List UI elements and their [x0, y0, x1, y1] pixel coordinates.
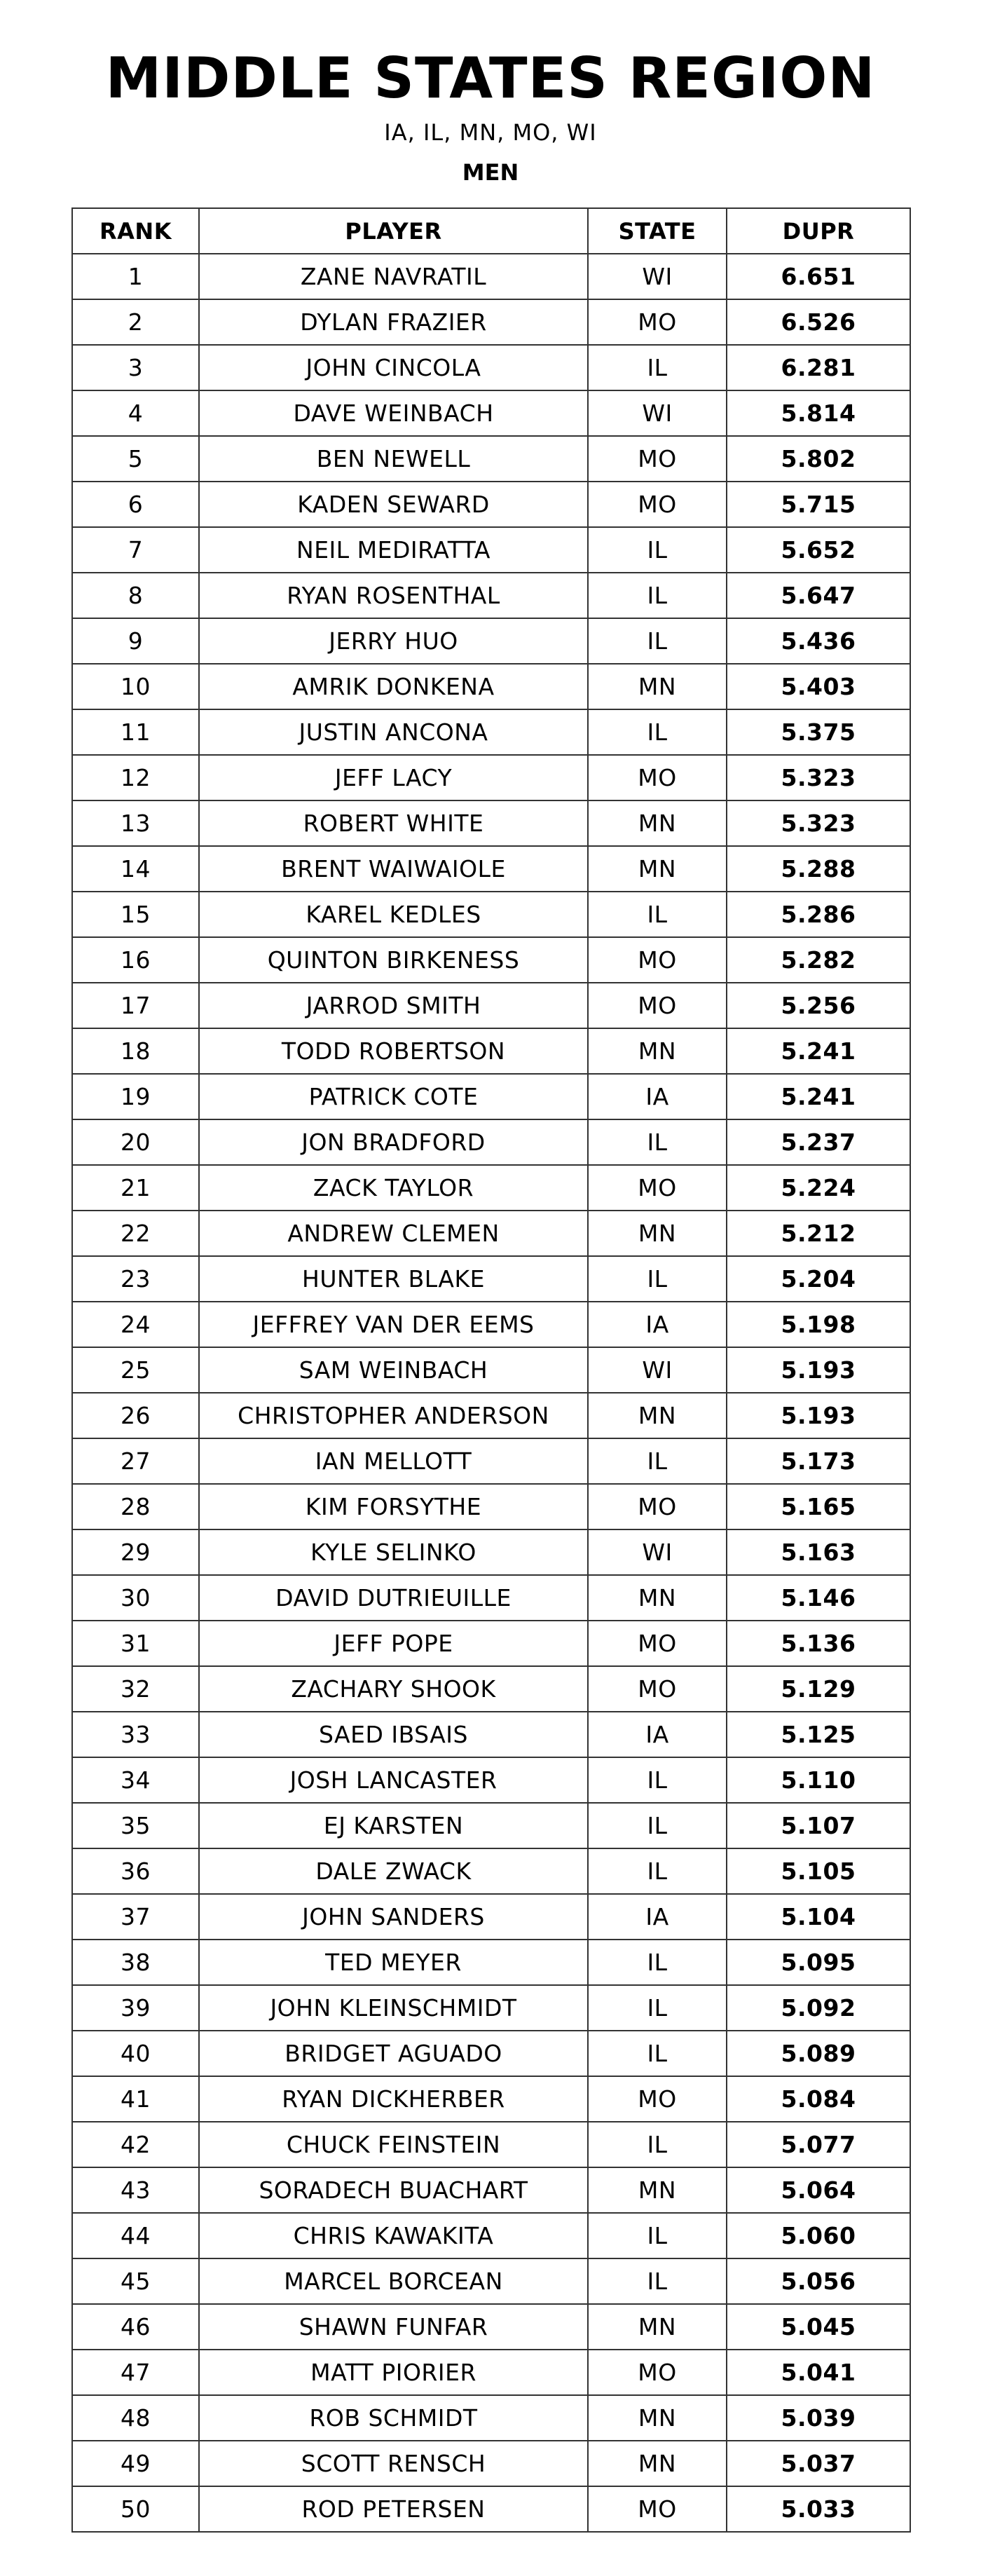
state-cell: IA: [588, 1302, 727, 1347]
dupr-cell: 5.193: [727, 1393, 910, 1438]
state-cell: IL: [588, 2258, 727, 2304]
dupr-cell: 6.651: [727, 254, 910, 299]
state-cell: IL: [588, 2031, 727, 2076]
player-cell: JERRY HUO: [199, 618, 588, 664]
dupr-cell: 5.241: [727, 1074, 910, 1119]
table-row: [72, 755, 910, 800]
player-cell: JEFF POPE: [199, 1621, 588, 1666]
table-row: [72, 618, 910, 664]
rank-cell: 29: [72, 1529, 199, 1575]
state-cell: MN: [588, 1393, 727, 1438]
player-cell: ROBERT WHITE: [199, 800, 588, 846]
column-header-dupr: DUPR: [727, 208, 910, 254]
player-cell: QUINTON BIRKENESS: [199, 937, 588, 983]
dupr-cell: 5.802: [727, 436, 910, 482]
player-cell: CHRIS KAWAKITA: [199, 2213, 588, 2258]
dupr-cell: 5.125: [727, 1712, 910, 1757]
rank-cell: 2: [72, 299, 199, 345]
dupr-cell: 5.403: [727, 664, 910, 709]
rank-cell: 33: [72, 1712, 199, 1757]
player-cell: SCOTT RENSCH: [199, 2441, 588, 2486]
state-cell: IL: [588, 709, 727, 755]
rank-cell: 28: [72, 1484, 199, 1529]
player-cell: DAVE WEINBACH: [199, 390, 588, 436]
state-cell: MO: [588, 755, 727, 800]
rank-cell: 49: [72, 2441, 199, 2486]
player-cell: TODD ROBERTSON: [199, 1028, 588, 1074]
table-row: [72, 2258, 910, 2304]
dupr-cell: 5.077: [727, 2122, 910, 2167]
dupr-cell: 5.092: [727, 1985, 910, 2031]
rank-cell: 48: [72, 2395, 199, 2441]
table-row: [72, 1211, 910, 1256]
rank-cell: 10: [72, 664, 199, 709]
player-cell: NEIL MEDIRATTA: [199, 527, 588, 573]
state-cell: WI: [588, 390, 727, 436]
state-cell: IL: [588, 2213, 727, 2258]
rank-cell: 43: [72, 2167, 199, 2213]
state-cell: IL: [588, 1985, 727, 2031]
state-cell: IL: [588, 1119, 727, 1165]
state-cell: MO: [588, 2350, 727, 2395]
rank-cell: 37: [72, 1894, 199, 1940]
player-cell: ZACK TAYLOR: [199, 1165, 588, 1211]
rank-cell: 6: [72, 482, 199, 527]
rank-cell: 16: [72, 937, 199, 983]
player-cell: JOHN KLEINSCHMIDT: [199, 1985, 588, 2031]
state-cell: IL: [588, 892, 727, 937]
table-row: [72, 2395, 910, 2441]
table-row: [72, 800, 910, 846]
rank-cell: 17: [72, 983, 199, 1028]
dupr-cell: 5.224: [727, 1165, 910, 1211]
dupr-cell: 5.165: [727, 1484, 910, 1529]
table-row: [72, 1347, 910, 1393]
rank-cell: 5: [72, 436, 199, 482]
table-row: [72, 2441, 910, 2486]
rank-cell: 31: [72, 1621, 199, 1666]
rank-cell: 3: [72, 345, 199, 390]
player-cell: DYLAN FRAZIER: [199, 299, 588, 345]
state-cell: MO: [588, 482, 727, 527]
player-cell: SORADECH BUACHART: [199, 2167, 588, 2213]
rank-cell: 25: [72, 1347, 199, 1393]
dupr-cell: 5.198: [727, 1302, 910, 1347]
page-title: MIDDLE STATES REGION: [105, 46, 876, 111]
table-row: [72, 1484, 910, 1529]
player-cell: SAED IBSAIS: [199, 1712, 588, 1757]
player-cell: BRENT WAIWAIOLE: [199, 846, 588, 892]
table-row: [72, 1074, 910, 1119]
state-cell: MO: [588, 2486, 727, 2532]
dupr-cell: 5.064: [727, 2167, 910, 2213]
player-cell: PATRICK COTE: [199, 1074, 588, 1119]
dupr-cell: 5.041: [727, 2350, 910, 2395]
state-cell: MN: [588, 2167, 727, 2213]
dupr-cell: 5.060: [727, 2213, 910, 2258]
table-row: [72, 390, 910, 436]
dupr-cell: 5.436: [727, 618, 910, 664]
rank-cell: 36: [72, 1848, 199, 1894]
state-cell: IL: [588, 1803, 727, 1848]
rank-cell: 44: [72, 2213, 199, 2258]
table-row: [72, 299, 910, 345]
table-row: [72, 2122, 910, 2167]
dupr-cell: 5.237: [727, 1119, 910, 1165]
state-cell: IL: [588, 1757, 727, 1803]
state-cell: IL: [588, 573, 727, 618]
state-cell: IA: [588, 1074, 727, 1119]
dupr-cell: 5.084: [727, 2076, 910, 2122]
table-row: [72, 1302, 910, 1347]
table-row: [72, 527, 910, 573]
state-cell: WI: [588, 1347, 727, 1393]
dupr-cell: 5.323: [727, 800, 910, 846]
rank-cell: 8: [72, 573, 199, 618]
table-row: [72, 2213, 910, 2258]
player-cell: KIM FORSYTHE: [199, 1484, 588, 1529]
state-cell: IL: [588, 618, 727, 664]
table-row: [72, 2486, 910, 2532]
table-row: [72, 2304, 910, 2350]
player-cell: ZACHARY SHOOK: [199, 1666, 588, 1712]
state-cell: IL: [588, 527, 727, 573]
player-cell: RYAN DICKHERBER: [199, 2076, 588, 2122]
rank-cell: 34: [72, 1757, 199, 1803]
player-cell: ANDREW CLEMEN: [199, 1211, 588, 1256]
rank-cell: 30: [72, 1575, 199, 1621]
dupr-cell: 5.163: [727, 1529, 910, 1575]
table-row: [72, 1393, 910, 1438]
dupr-cell: 5.212: [727, 1211, 910, 1256]
dupr-cell: 5.095: [727, 1940, 910, 1985]
table-row: [72, 1028, 910, 1074]
rank-cell: 45: [72, 2258, 199, 2304]
dupr-cell: 5.129: [727, 1666, 910, 1712]
table-row: [72, 1985, 910, 2031]
table-row: [72, 2076, 910, 2122]
dupr-cell: 5.286: [727, 892, 910, 937]
player-cell: DALE ZWACK: [199, 1848, 588, 1894]
rank-cell: 26: [72, 1393, 199, 1438]
dupr-cell: 5.107: [727, 1803, 910, 1848]
rank-cell: 41: [72, 2076, 199, 2122]
rank-cell: 39: [72, 1985, 199, 2031]
table-row: [72, 1803, 910, 1848]
player-cell: IAN MELLOTT: [199, 1438, 588, 1484]
table-row: [72, 937, 910, 983]
player-cell: MATT PIORIER: [199, 2350, 588, 2395]
page-header: [0, 0, 981, 188]
player-cell: BEN NEWELL: [199, 436, 588, 482]
rank-cell: 23: [72, 1256, 199, 1302]
state-cell: MN: [588, 1211, 727, 1256]
player-cell: JEFF LACY: [199, 755, 588, 800]
dupr-cell: 5.039: [727, 2395, 910, 2441]
dupr-cell: 5.104: [727, 1894, 910, 1940]
dupr-cell: 5.288: [727, 846, 910, 892]
rank-cell: 42: [72, 2122, 199, 2167]
rank-cell: 4: [72, 390, 199, 436]
table-body: [72, 254, 910, 2532]
table-row: [72, 482, 910, 527]
player-cell: JOSH LANCASTER: [199, 1757, 588, 1803]
rank-cell: 14: [72, 846, 199, 892]
state-cell: MN: [588, 2395, 727, 2441]
rank-cell: 7: [72, 527, 199, 573]
player-cell: BRIDGET AGUADO: [199, 2031, 588, 2076]
table-row: [72, 2167, 910, 2213]
player-cell: ROB SCHMIDT: [199, 2395, 588, 2441]
state-cell: MO: [588, 299, 727, 345]
table-row: [72, 1894, 910, 1940]
player-cell: JARROD SMITH: [199, 983, 588, 1028]
table-row: [72, 709, 910, 755]
table-row: [72, 1712, 910, 1757]
dupr-cell: 6.526: [727, 299, 910, 345]
table-row: [72, 1940, 910, 1985]
player-cell: KYLE SELINKO: [199, 1529, 588, 1575]
table-row: [72, 1848, 910, 1894]
rank-cell: 24: [72, 1302, 199, 1347]
state-cell: MO: [588, 2076, 727, 2122]
state-cell: IL: [588, 345, 727, 390]
dupr-cell: 5.715: [727, 482, 910, 527]
player-cell: HUNTER BLAKE: [199, 1256, 588, 1302]
player-cell: CHUCK FEINSTEIN: [199, 2122, 588, 2167]
state-cell: MN: [588, 1575, 727, 1621]
dupr-cell: 5.146: [727, 1575, 910, 1621]
state-cell: MO: [588, 1484, 727, 1529]
dupr-cell: 5.256: [727, 983, 910, 1028]
rank-cell: 19: [72, 1074, 199, 1119]
dupr-cell: 5.105: [727, 1848, 910, 1894]
state-cell: MN: [588, 800, 727, 846]
table-row: [72, 1575, 910, 1621]
player-cell: KAREL KEDLES: [199, 892, 588, 937]
state-cell: MN: [588, 846, 727, 892]
state-cell: WI: [588, 1529, 727, 1575]
table-row: [72, 1757, 910, 1803]
player-cell: ZANE NAVRATIL: [199, 254, 588, 299]
rank-cell: 50: [72, 2486, 199, 2532]
rank-cell: 12: [72, 755, 199, 800]
player-cell: JUSTIN ANCONA: [199, 709, 588, 755]
dupr-cell: 6.281: [727, 345, 910, 390]
state-cell: IA: [588, 1712, 727, 1757]
table-row: [72, 573, 910, 618]
player-cell: CHRISTOPHER ANDERSON: [199, 1393, 588, 1438]
state-cell: MN: [588, 2441, 727, 2486]
dupr-cell: 5.033: [727, 2486, 910, 2532]
section-label: MEN: [462, 159, 519, 186]
rank-cell: 47: [72, 2350, 199, 2395]
rank-cell: 21: [72, 1165, 199, 1211]
player-cell: JEFFREY VAN DER EEMS: [199, 1302, 588, 1347]
table-row: [72, 254, 910, 299]
table-row: [72, 1119, 910, 1165]
rank-cell: 22: [72, 1211, 199, 1256]
dupr-cell: 5.204: [727, 1256, 910, 1302]
table-row: [72, 1529, 910, 1575]
state-cell: IA: [588, 1894, 727, 1940]
rank-cell: 11: [72, 709, 199, 755]
dupr-cell: 5.241: [727, 1028, 910, 1074]
rank-cell: 13: [72, 800, 199, 846]
table-row: [72, 1256, 910, 1302]
table-row: [72, 1438, 910, 1484]
dupr-cell: 5.056: [727, 2258, 910, 2304]
rank-cell: 18: [72, 1028, 199, 1074]
state-cell: WI: [588, 254, 727, 299]
dupr-cell: 5.045: [727, 2304, 910, 2350]
player-cell: SHAWN FUNFAR: [199, 2304, 588, 2350]
table-row: [72, 2350, 910, 2395]
rank-cell: 38: [72, 1940, 199, 1985]
region-states: IA, IL, MN, MO, WI: [384, 119, 597, 146]
state-cell: IL: [588, 2122, 727, 2167]
player-cell: AMRIK DONKENA: [199, 664, 588, 709]
dupr-cell: 5.110: [727, 1757, 910, 1803]
player-cell: SAM WEINBACH: [199, 1347, 588, 1393]
player-cell: DAVID DUTRIEUILLE: [199, 1575, 588, 1621]
player-cell: KADEN SEWARD: [199, 482, 588, 527]
dupr-cell: 5.652: [727, 527, 910, 573]
rank-cell: 40: [72, 2031, 199, 2076]
state-cell: IL: [588, 1848, 727, 1894]
dupr-cell: 5.173: [727, 1438, 910, 1484]
rank-cell: 1: [72, 254, 199, 299]
rankings-table: [71, 207, 911, 2533]
state-cell: MO: [588, 937, 727, 983]
rank-cell: 35: [72, 1803, 199, 1848]
state-cell: MN: [588, 1028, 727, 1074]
table-row: [72, 436, 910, 482]
column-header-state: STATE: [588, 208, 727, 254]
rank-cell: 15: [72, 892, 199, 937]
table-row: [72, 664, 910, 709]
player-cell: ROD PETERSEN: [199, 2486, 588, 2532]
state-cell: IL: [588, 1940, 727, 1985]
table-header-row: [72, 208, 910, 254]
rank-cell: 32: [72, 1666, 199, 1712]
state-cell: MN: [588, 2304, 727, 2350]
dupr-cell: 5.193: [727, 1347, 910, 1393]
state-cell: MO: [588, 1621, 727, 1666]
state-cell: MO: [588, 1165, 727, 1211]
table-row: [72, 983, 910, 1028]
rank-cell: 20: [72, 1119, 199, 1165]
player-cell: JON BRADFORD: [199, 1119, 588, 1165]
player-cell: MARCEL BORCEAN: [199, 2258, 588, 2304]
state-cell: MO: [588, 983, 727, 1028]
table-row: [72, 1666, 910, 1712]
rank-cell: 27: [72, 1438, 199, 1484]
table-row: [72, 345, 910, 390]
state-cell: IL: [588, 1256, 727, 1302]
dupr-cell: 5.089: [727, 2031, 910, 2076]
state-cell: MO: [588, 1666, 727, 1712]
dupr-cell: 5.814: [727, 390, 910, 436]
player-cell: JOHN SANDERS: [199, 1894, 588, 1940]
table-row: [72, 1621, 910, 1666]
table-row: [72, 846, 910, 892]
player-cell: RYAN ROSENTHAL: [199, 573, 588, 618]
dupr-cell: 5.037: [727, 2441, 910, 2486]
dupr-cell: 5.375: [727, 709, 910, 755]
state-cell: MO: [588, 436, 727, 482]
table-row: [72, 2031, 910, 2076]
table-row: [72, 892, 910, 937]
column-header-player: PLAYER: [199, 208, 588, 254]
rank-cell: 9: [72, 618, 199, 664]
column-header-rank: RANK: [72, 208, 199, 254]
player-cell: JOHN CINCOLA: [199, 345, 588, 390]
player-cell: TED MEYER: [199, 1940, 588, 1985]
dupr-cell: 5.136: [727, 1621, 910, 1666]
dupr-cell: 5.647: [727, 573, 910, 618]
state-cell: IL: [588, 1438, 727, 1484]
dupr-cell: 5.323: [727, 755, 910, 800]
rank-cell: 46: [72, 2304, 199, 2350]
player-cell: EJ KARSTEN: [199, 1803, 588, 1848]
dupr-cell: 5.282: [727, 937, 910, 983]
table-row: [72, 1165, 910, 1211]
state-cell: MN: [588, 664, 727, 709]
